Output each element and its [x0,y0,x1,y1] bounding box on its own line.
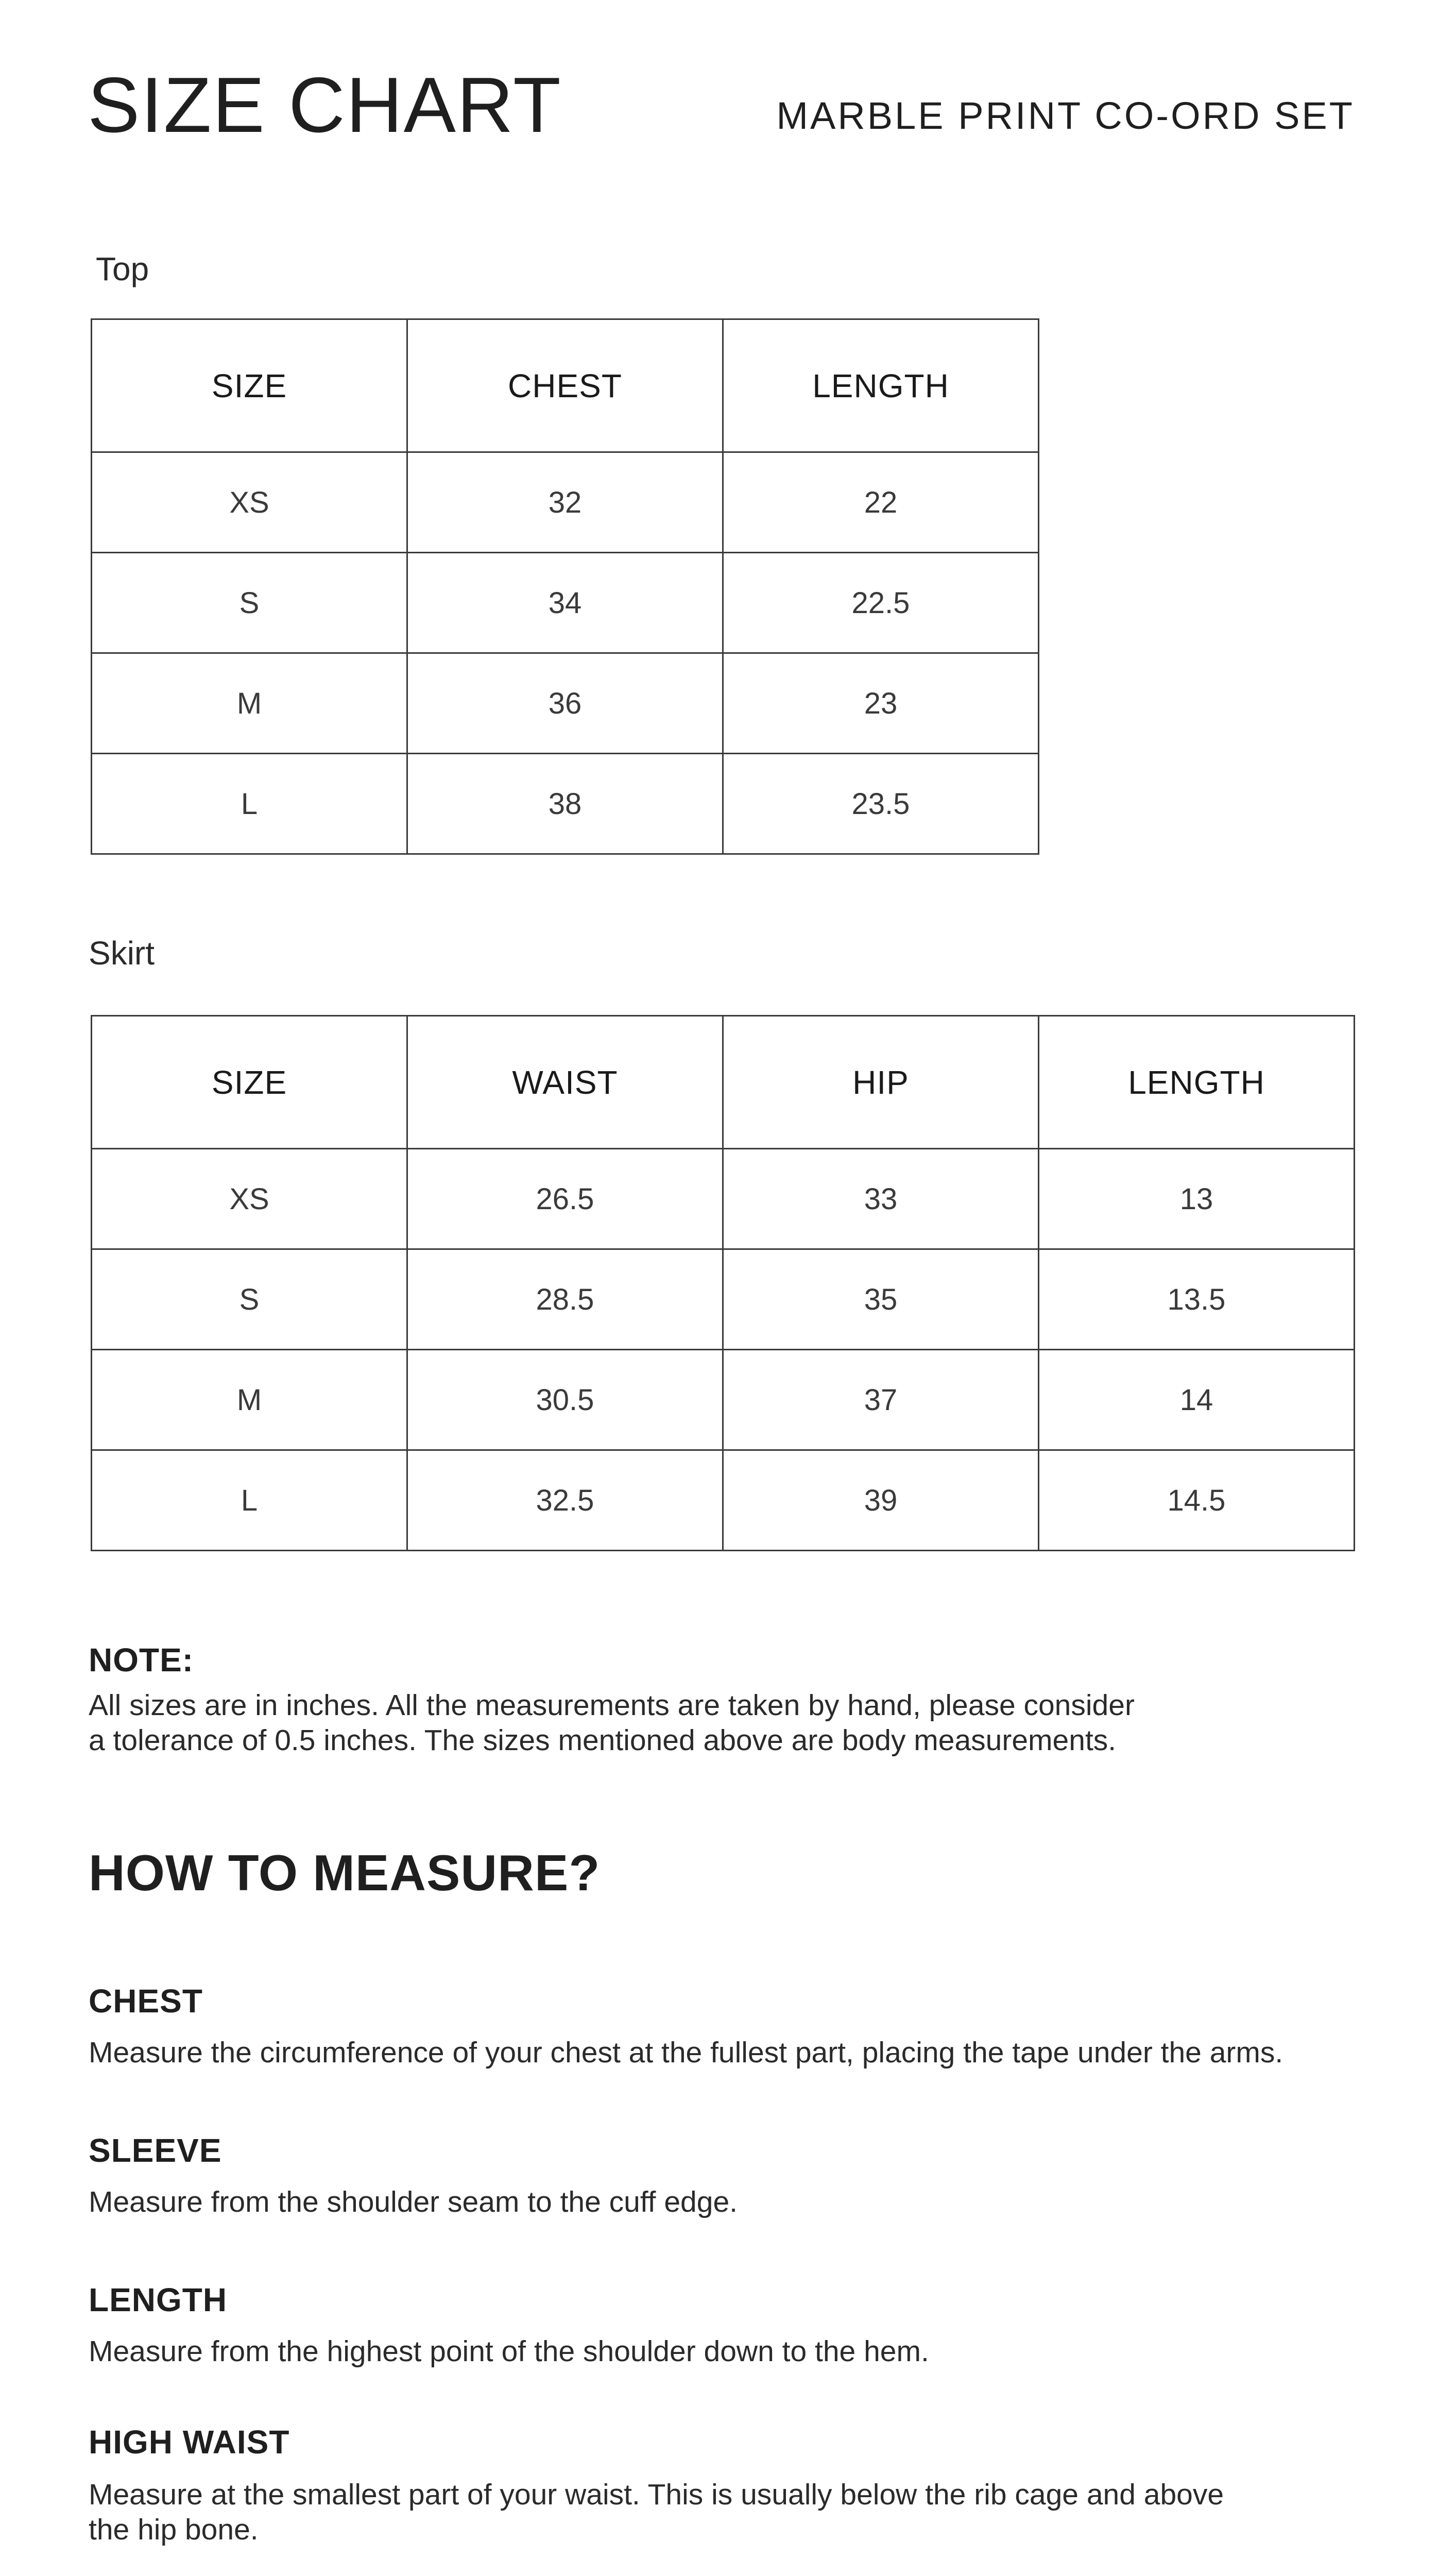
table-row [92,754,1039,854]
table-cell: 23 [723,653,1039,754]
table-cell: L [92,1450,407,1551]
table-cell: S [92,1249,407,1350]
table-header-row [92,319,1039,452]
top-size-table [91,318,1039,855]
measure-item-text [89,2184,1325,2219]
table-cell: 30.5 [407,1350,723,1450]
skirt-table-label: Skirt [89,935,155,972]
table-cell: S [92,553,407,653]
table-cell: 32.5 [407,1450,723,1551]
table-cell: 34 [407,553,723,653]
page-title: SIZE CHART [88,61,562,149]
measure-item-line: Measure from the highest point of the shoulder down to the hem. [89,2335,929,2368]
table-cell: 14.5 [1039,1450,1355,1551]
measure-item-line: Measure from the shoulder seam to the cuff edge. [89,2185,738,2218]
measure-item-line: Measure the circumference of your chest at the fullest part, placing the tape under the arms. [89,2036,1283,2069]
table-cell: 14 [1039,1350,1355,1450]
measure-item-text [89,2477,1325,2547]
table-header-row [92,1016,1355,1149]
column-header: WAIST [407,1016,723,1149]
table-cell: 23.5 [723,754,1039,854]
product-name: MARBLE PRINT CO-ORD SET [776,94,1355,137]
table-row [92,653,1039,754]
table-row [92,553,1039,653]
table-cell: 33 [723,1149,1039,1249]
note-line: All sizes are in inches. All the measurements are taken by hand, please consider [89,1689,1135,1722]
table-cell: 32 [407,452,723,553]
measure-item-title: HIGH WAIST [89,2424,290,2461]
measure-item-text [89,2035,1325,2070]
table-cell: 13.5 [1039,1249,1355,1350]
table-cell: 26.5 [407,1149,723,1249]
measure-item-title: SLEEVE [89,2132,222,2169]
table-cell: 13 [1039,1149,1355,1249]
column-header: SIZE [92,1016,407,1149]
table-cell: 37 [723,1350,1039,1450]
table-row [92,1149,1355,1249]
measure-item-line: the hip bone. [89,2513,259,2546]
measure-item-text [89,2334,1325,2369]
table-cell: M [92,1350,407,1450]
measure-item-title: CHEST [89,1982,203,2020]
table-cell: M [92,653,407,754]
skirt-size-table [91,1015,1355,1551]
note-line: a tolerance of 0.5 inches. The sizes mentioned above are body measurements. [89,1724,1117,1757]
table-cell: XS [92,1149,407,1249]
top-table-label: Top [96,250,149,287]
column-header: LENGTH [1039,1016,1355,1149]
column-header: SIZE [92,319,407,452]
note-heading: NOTE: [89,1641,194,1679]
measure-item-title: LENGTH [89,2281,228,2318]
measure-item-line: Measure at the smallest part of your waist. This is usually below the rib cage and above [89,2478,1224,2511]
table-row [92,1450,1355,1551]
how-to-measure-heading: HOW TO MEASURE? [89,1844,601,1901]
table-cell: 36 [407,653,723,754]
table-cell: 22 [723,452,1039,553]
column-header: CHEST [407,319,723,452]
table-row [92,1249,1355,1350]
table-cell: 35 [723,1249,1039,1350]
table-cell: XS [92,452,407,553]
column-header: HIP [723,1016,1039,1149]
table-row [92,452,1039,553]
table-cell: 22.5 [723,553,1039,653]
table-cell: L [92,754,407,854]
table-cell: 39 [723,1450,1039,1551]
column-header: LENGTH [723,319,1039,452]
table-cell: 38 [407,754,723,854]
table-cell: 28.5 [407,1249,723,1350]
table-row [92,1350,1355,1450]
note-text [89,1688,1273,1758]
